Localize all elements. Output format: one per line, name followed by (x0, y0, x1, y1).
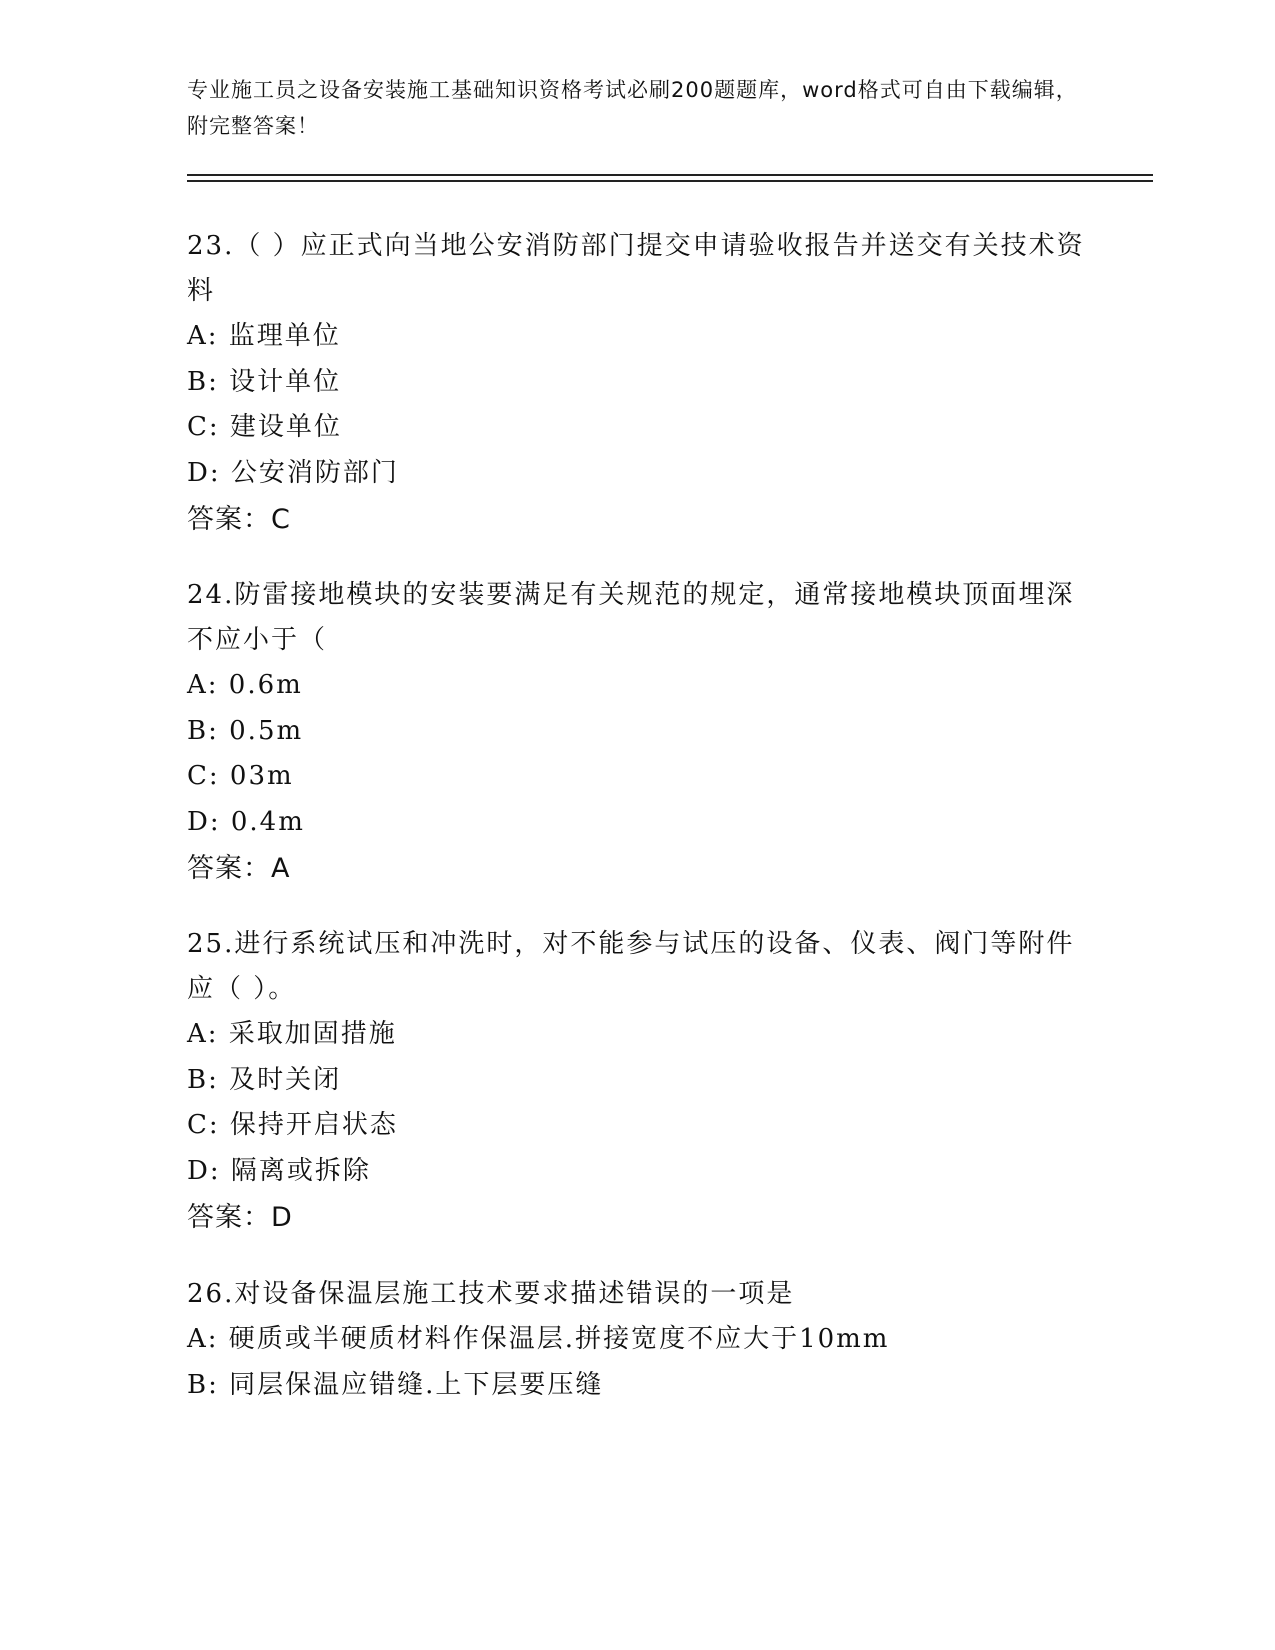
answer: 答案：D (187, 1202, 293, 1233)
option-d: D: 隔离或拆除 (187, 1155, 371, 1186)
question-26 (187, 1272, 1087, 1408)
option-c: C: 03m (187, 761, 294, 791)
answer: 答案：C (187, 504, 291, 535)
option-a: A: 采取加固措施 (187, 1019, 397, 1049)
question-23 (187, 224, 1087, 543)
option-d: D: 公安消防部门 (187, 457, 399, 488)
option-b: B: 同层保温应错缝.上下层要压缝 (187, 1369, 604, 1400)
option-c: C: 保持开启状态 (187, 1110, 398, 1140)
answer: 答案：A (187, 853, 291, 884)
question-24 (187, 573, 1087, 892)
option-d: D: 0.4m (187, 806, 305, 837)
option-b: B: 及时关闭 (187, 1064, 342, 1095)
option-a: A: 0.6m (187, 670, 303, 700)
option-a: A: 硬质或半硬质材料作保温层.拼接宽度不应大于10mm (187, 1324, 890, 1354)
option-c: C: 建设单位 (187, 412, 342, 442)
option-b: B: 设计单位 (187, 366, 342, 397)
header-divider-top (187, 174, 1153, 176)
option-b: B: 0.5m (187, 715, 304, 746)
header-divider-bottom (187, 180, 1153, 182)
question-stem: 26.对设备保温层施工技术要求描述错误的一项是 (187, 1279, 795, 1309)
question-stem: 25.进行系统试压和冲洗时，对不能参与试压的设备、仪表、阀门等附件应（ ）。 (187, 929, 1075, 1004)
question-stem: 23.（ ）应正式向当地公安消防部门提交申请验收报告并送交有关技术资料 (187, 231, 1085, 306)
question-stem: 24.防雷接地模块的安装要满足有关规范的规定，通常接地模块顶面埋深不应小于（ (187, 580, 1075, 655)
question-25 (187, 922, 1087, 1241)
option-a: A: 监理单位 (187, 321, 341, 351)
document-header: 专业施工员之设备安装施工基础知识资格考试必刷200题题库，word格式可自由下载编辑，附完整答案！ (187, 78, 1078, 138)
